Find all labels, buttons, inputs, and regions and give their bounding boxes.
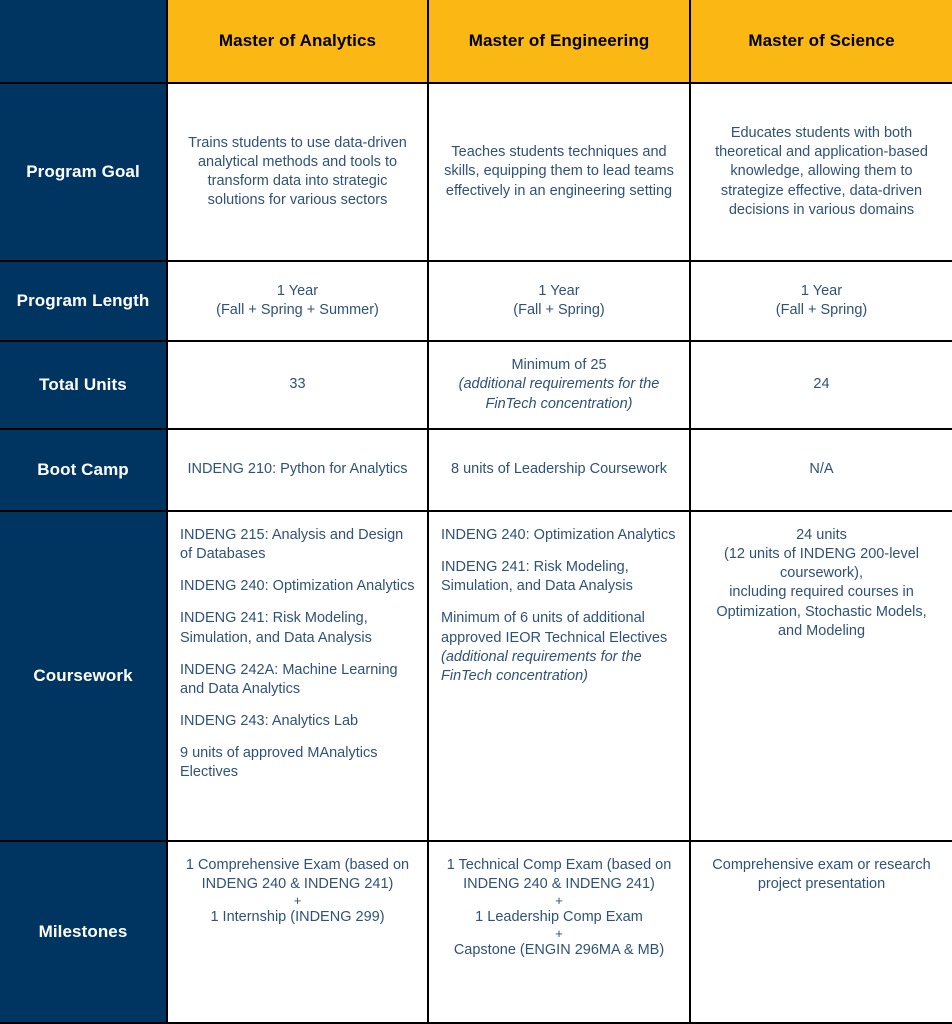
cell-total-units-analytics [167, 341, 428, 429]
cell-program-length-analytics [167, 261, 428, 341]
cell-text-line: INDENG 210: Python for Analytics [187, 461, 408, 478]
cell-boot-camp-analytics [167, 429, 428, 511]
milestone-item: 1 Internship (INDENG 299) [210, 908, 385, 925]
cell-text-line: 1 Year [800, 282, 843, 299]
cell-text-line: 33 [289, 376, 306, 393]
table-row [0, 341, 952, 429]
corner-empty-cell [0, 0, 167, 83]
course-item: INDENG 243: Analytics Lab [180, 712, 359, 729]
cell-total-units-science [690, 341, 952, 429]
cell-program-goal-analytics [167, 83, 428, 261]
milestone-item: Comprehensive exam or research project presentation [712, 857, 931, 893]
table-row [0, 511, 952, 841]
cell-text-line: 1 Year [538, 282, 580, 299]
cell-text: Teaches students techniques and skills, equipping them to lead teams effectively in an engineering setting [444, 144, 674, 199]
cell-boot-camp-science [690, 429, 952, 511]
row-label-total-units: Total Units [0, 341, 167, 429]
milestone-plus: + [293, 893, 302, 909]
cell-text-line: 8 units of Leadership Coursework [450, 461, 667, 478]
cell-coursework-analytics [167, 511, 428, 841]
milestone-item: 1 Comprehensive Exam (based on INDENG 240 & INDENG 241) [185, 857, 410, 893]
cell-coursework-engineering [428, 511, 690, 841]
cell-text-line: 24 units [796, 527, 847, 543]
table-row [0, 83, 952, 261]
cell-text: Trains students to use data-driven analytical methods and tools to transform data into strategic solutions for various sectors [188, 134, 407, 209]
milestone-item: Capstone (ENGIN 296MA & MB) [453, 941, 665, 958]
course-item: INDENG 215: Analysis and Design of Databases [180, 527, 404, 563]
cell-text-line: (Fall + Spring) [775, 302, 868, 318]
cell-text-line: including required courses in Optimization, Stochastic Models, and Modeling [716, 584, 927, 639]
table-header-row [0, 0, 952, 83]
cell-program-length-science [690, 261, 952, 341]
course-item-note: (additional requirements for the FinTech concentration) [441, 648, 642, 684]
milestone-item: 1 Leadership Comp Exam [475, 908, 643, 925]
cell-text-line: N/A [809, 461, 834, 478]
course-item: INDENG 240: Optimization Analytics [441, 527, 676, 543]
table-row [0, 841, 952, 1023]
milestone-item: 1 Technical Comp Exam (based on INDENG 240 & INDENG 241) [446, 857, 672, 893]
course-item-text: Minimum of 6 units of additional approved IEOR Technical Electives [441, 610, 668, 646]
cell-text-line: Minimum of 25 [511, 357, 607, 374]
row-label-boot-camp: Boot Camp [0, 429, 167, 511]
cell-program-goal-engineering [428, 83, 690, 261]
column-header-engineering: Master of Engineering [428, 0, 690, 83]
row-label-program-goal: Program Goal [0, 83, 167, 261]
column-header-science: Master of Science [690, 0, 952, 83]
cell-program-length-engineering [428, 261, 690, 341]
cell-text-line: 24 [813, 376, 830, 393]
milestone-plus: + [555, 893, 563, 909]
table-row [0, 261, 952, 341]
milestone-plus: + [555, 926, 563, 942]
cell-coursework-science [690, 511, 952, 841]
course-item-with-note [441, 609, 677, 686]
cell-milestones-engineering [428, 841, 690, 1023]
row-label-milestones: Milestones [0, 841, 167, 1023]
cell-text-line: (Fall + Spring) [513, 302, 605, 318]
cell-text-note: (additional requirements for the FinTech concentration) [458, 376, 660, 412]
cell-text-line: 1 Year [276, 282, 319, 299]
table-row [0, 429, 952, 511]
course-item: INDENG 240: Optimization Analytics [180, 578, 415, 595]
course-item: INDENG 241: Risk Modeling, Simulation, and Data Analysis [441, 559, 633, 595]
row-label-coursework: Coursework [0, 511, 167, 841]
cell-text-line: (Fall + Spring + Summer) [216, 302, 379, 318]
cell-milestones-analytics [167, 841, 428, 1023]
cell-total-units-engineering [428, 341, 690, 429]
cell-text-line: (12 units of INDENG 200-level coursework), [723, 546, 920, 582]
cell-text: Educates students with both theoretical and application-based knowledge, allowing them to strategize effective, data-driven decisions in various domains [715, 125, 928, 218]
cell-program-goal-science [690, 83, 952, 261]
course-item: 9 units of approved MAnalytics Electives [180, 745, 378, 781]
course-item: INDENG 241: Risk Modeling, Simulation, and Data Analysis [180, 610, 372, 646]
cell-boot-camp-engineering [428, 429, 690, 511]
row-label-program-length: Program Length [0, 261, 167, 341]
cell-milestones-science [690, 841, 952, 1023]
course-item: INDENG 242A: Machine Learning and Data Analytics [180, 661, 398, 697]
column-header-analytics: Master of Analytics [167, 0, 428, 83]
